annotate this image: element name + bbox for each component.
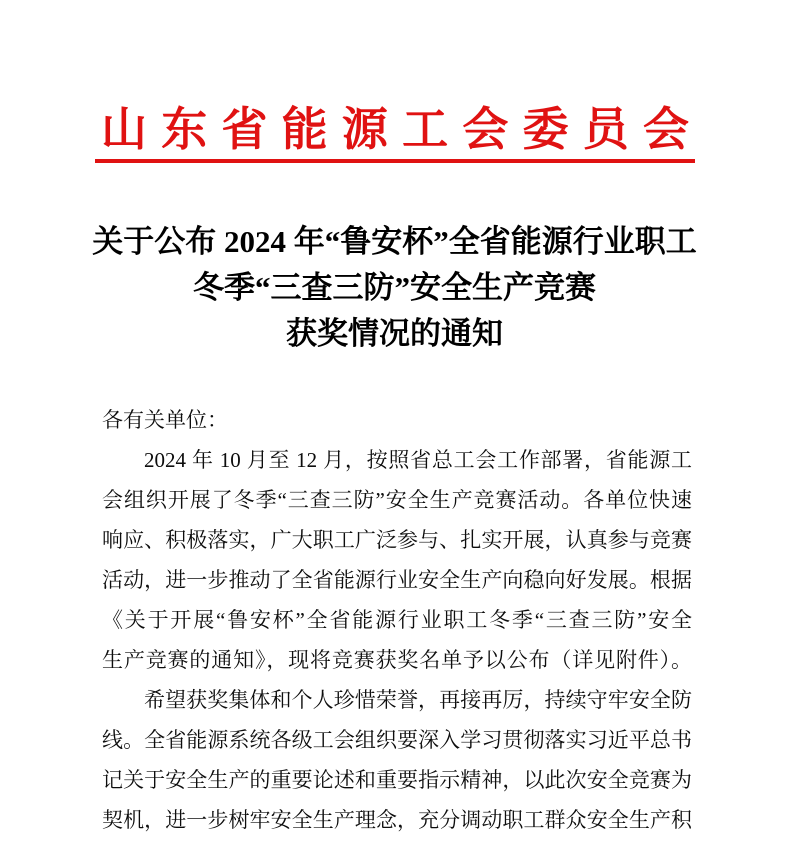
body-line: 记关于安全生产的重要论述和重要指示精神，以此次安全竞赛为	[102, 768, 692, 792]
body-line: 《关于开展“鲁安杯”全省能源行业职工冬季“三查三防”安全	[102, 608, 692, 632]
title-line-3: 获奖情况的通知	[286, 316, 503, 351]
salutation: 各有关单位：	[102, 408, 228, 432]
title-line-2: 冬季“三查三防”安全生产竞赛	[193, 270, 596, 305]
letterhead-rule	[95, 159, 695, 163]
document-body	[102, 400, 692, 840]
paragraph-1	[102, 440, 692, 680]
body-line: 会组织开展了冬季“三查三防”安全生产竞赛活动。各单位快速	[102, 488, 692, 512]
body-line: 活动，进一步推动了全省能源行业安全生产向稳向好发展。根据	[102, 568, 692, 592]
body-line: 生产竞赛的通知》，现将竞赛获奖名单予以公布（详见附件）。	[102, 648, 692, 672]
org-name-heading: 山东省能源工会委员会	[101, 104, 689, 155]
body-line: 响应、积极落实，广大职工广泛参与、扎实开展，认真参与竞赛	[102, 528, 692, 552]
body-line: 希望获奖集体和个人珍惜荣誉，再接再厉，持续守牢安全防	[144, 688, 692, 712]
body-line: 2024 年 10 月至 12 月，按照省总工会工作部署，省能源工	[144, 448, 692, 472]
letterhead	[95, 106, 695, 163]
paragraph-2	[102, 680, 692, 840]
document-title	[45, 219, 744, 357]
body-line: 契机，进一步树牢安全生产理念，充分调动职工群众安全生产积	[102, 808, 692, 832]
body-line: 线。全省能源系统各级工会组织要深入学习贯彻落实习近平总书	[102, 728, 692, 752]
title-line-1: 关于公布 2024 年“鲁安杯”全省能源行业职工	[92, 224, 697, 259]
